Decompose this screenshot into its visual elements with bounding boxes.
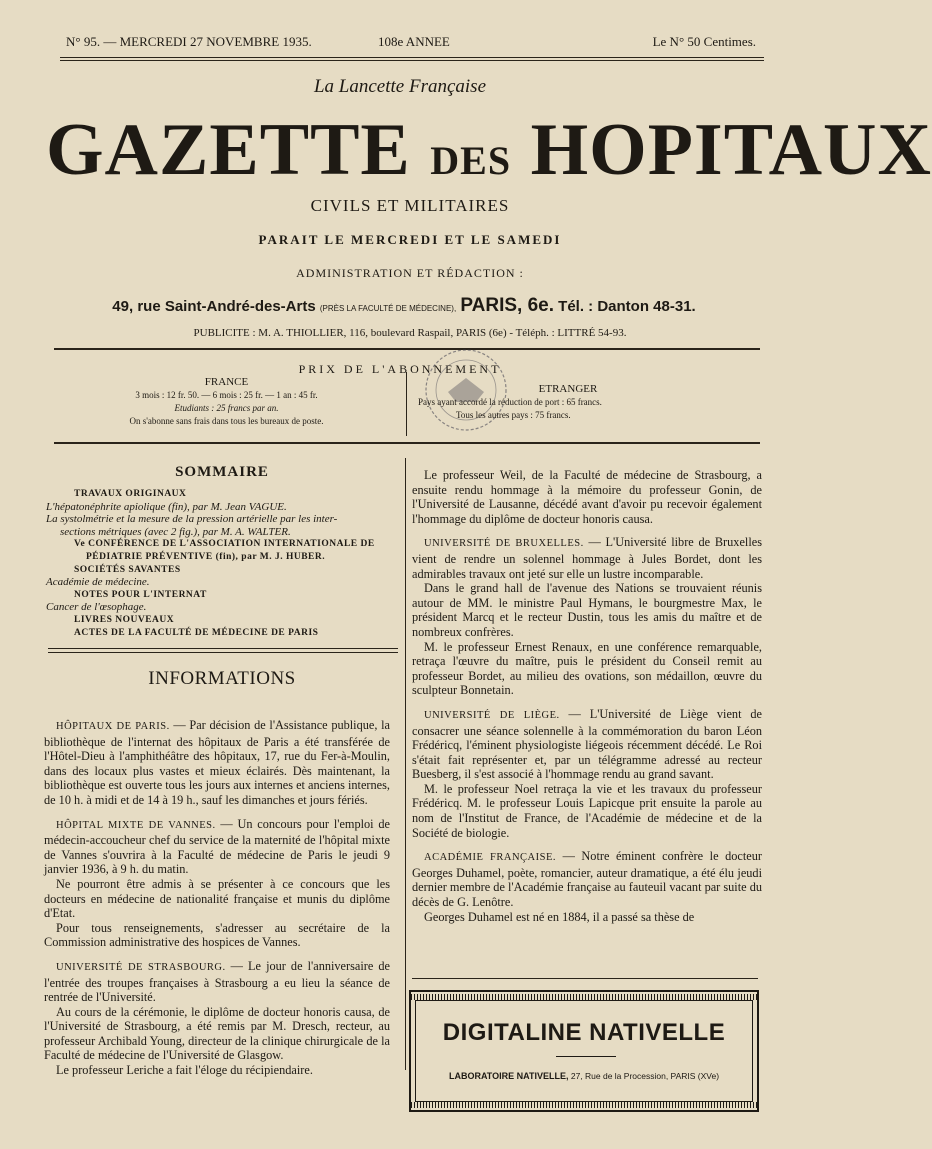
column-divider <box>405 458 406 1070</box>
paragraph <box>412 849 762 909</box>
sommaire-item: ACTES DE LA FACULTÉ DE MÉDECINE DE PARIS <box>74 627 319 638</box>
subscription-foreign <box>418 383 758 422</box>
foreign-rates-other: Tous les autres pays : 75 francs. <box>456 410 571 420</box>
advert-laboratory <box>416 1071 752 1081</box>
france-heading: FRANCE <box>204 376 249 388</box>
paragraph-text: — Un concours pour l'emploi de médecin-accoucheur chef du service de la maternité de l'hôpital mixte de Vannes s'ouvrira à la Faculté de médecine de Paris le jeudi 9 janvier 1936, à 9 h. du matin. <box>44 816 390 877</box>
paragraph-text: — Le jour de l'anniversaire de l'entrée des troupes françaises à Strasbourg a eu lieu la séance de rentrée de l'Université. <box>44 958 390 1005</box>
section-head: UNIVERSITÉ DE LIÈGE. <box>424 709 560 721</box>
subscription-france <box>54 376 399 428</box>
advert-divider <box>556 1056 616 1057</box>
address-phone: Tél. : Danton 48-31. <box>558 298 696 315</box>
sommaire-item: PÉDIATRIE PRÉVENTIVE (fin), par M. J. HUBER. <box>86 551 326 562</box>
section-head: UNIVERSITÉ DE STRASBOURG. <box>56 961 226 973</box>
paragraph <box>44 718 390 808</box>
france-note: On s'abonne sans frais dans tous les bureaux de poste. <box>129 416 324 426</box>
paragraph-text: — L'Université de Liège vient de consacrer une séance solennelle à la commémoration du baron Léon Frédéricq, l'éminent physiologiste liégeois récemment décédé. Le Roi s'était fait représenter et, par un télégramme adressé au recteur Buesberg, il s'est associé à l'hommage rendu au grand savant. <box>412 706 762 782</box>
informations-left-column <box>44 718 390 1078</box>
paragraph <box>412 535 762 581</box>
subscription-top-rule <box>54 348 760 350</box>
paragraph: M. le professeur Ernest Renaux, en une conférence remarquable, retraça l'œuvre du maître, puis le président du Conseil remit au professeur Bordet, au milieu des ovations, son médaillon, œuvre du sculpteur Bonnetain. <box>412 639 762 698</box>
subscription-bottom-rule <box>54 442 760 444</box>
issue-price: Le N° 50 Centimes. <box>652 34 756 49</box>
paragraph: Georges Duhamel est né en 1884, il a passé sa thèse de <box>424 909 695 924</box>
advertisement-box <box>409 990 759 1112</box>
paragraph-text: — Par décision de l'Assistance publique, la bibliothèque de l'internat des hôpitaux de Paris a été transférée de l'Hôtel-Dieu à l'amphithéâtre des hôpitaux, 17, rue du Fer-à-Moulin, dans des locaux plus vastes et mieux éclairés. Dès maintenant, la bibliothèque est ouverte tous les jours aux internes et anciens internes, de 10 h. à midi et de 14 à 19 h., sauf les dimanches et jours fériés. <box>44 718 390 807</box>
foreign-heading: ETRANGER <box>538 383 598 395</box>
section-head: HÔPITAUX DE PARIS. <box>56 721 170 732</box>
paragraph <box>412 707 762 782</box>
address-note: (PRÈS LA FACULTÉ DE MÉDECINE), <box>319 304 457 313</box>
header-rule <box>60 57 764 58</box>
advert-border-pattern <box>411 1102 757 1108</box>
informations-right-column <box>412 468 762 924</box>
paragraph: Dans le grand hall de l'avenue des Nations se trouvaient réunis autour de MM. le ministre Paul Hymans, le bourgmestre Max, le président Marcq et le recteur Dustin, tous les amis du maître et de nombreux confrères. <box>412 581 762 639</box>
address-street: 49, rue Saint-André-des-Arts <box>112 298 316 315</box>
paragraph: Ne pourront être admis à se présenter à ce concours que les docteurs en médecine de nationalité française et munis du diplôme d'Etat. <box>44 876 390 921</box>
sommaire-item: Ve CONFÉRENCE DE L'ASSOCIATION INTERNATIONALE DE <box>74 539 375 550</box>
paragraph <box>44 817 390 877</box>
advert-product-name: DIGITALINE NATIVELLE <box>442 1019 726 1046</box>
sommaire-item: NOTES POUR L'INTERNAT <box>74 589 207 600</box>
sommaire-item: SOCIÉTÉS SAVANTES <box>74 564 181 575</box>
paragraph <box>44 959 390 1005</box>
issue-number-date: N° 95. — MERCREDI 27 NOVEMBRE 1935. <box>66 34 312 49</box>
masthead-schedule: PARAIT LE MERCREDI ET LE SAMEDI <box>258 232 562 247</box>
sommaire-item: TRAVAUX ORIGINAUX <box>74 489 187 499</box>
paragraph: Le professeur Leriche a fait l'éloge du récipiendaire. <box>56 1063 313 1078</box>
sommaire-list <box>46 488 398 639</box>
issue-header <box>66 34 756 54</box>
foreign-rates-reduced: Pays ayant accordé la réduction de port : 65 francs. <box>418 397 602 407</box>
sommaire-item: Académie de médecine. <box>46 576 150 589</box>
masthead-administration: ADMINISTRATION ET RÉDACTION : <box>296 266 524 280</box>
address-city: PARIS, 6e. <box>460 295 554 316</box>
sommaire-item: LIVRES NOUVEAUX <box>74 614 175 625</box>
masthead-advertising: PUBLICITE : M. A. THIOLLIER, 116, boulevard Raspail, PARIS (6e) - Téléph. : LITTRÉ 54-93. <box>193 327 627 339</box>
sommaire-heading: SOMMAIRE <box>175 464 269 480</box>
sommaire-rule <box>48 648 398 649</box>
france-students: Etudiants : 25 francs par an. <box>174 403 279 413</box>
advert-lab-address: 27, Rue de la Procession, PARIS (XVe) <box>570 1071 720 1081</box>
subscription-heading: PRIX DE L'ABONNEMENT <box>298 362 502 376</box>
advert-inner-frame <box>415 1000 753 1102</box>
paragraph: Au cours de la cérémonie, le diplôme de docteur honoris causa, de l'Université de Strasbourg, a été remis par M. Dresch, recteur, au professeur Archibald Young, directeur de la clinique chirurgicale de la Faculté de médecine de l'Université de Glasgow. <box>44 1004 390 1063</box>
advert-top-rule <box>412 978 758 979</box>
title-word-gazette: GAZETTE <box>46 109 411 191</box>
paragraph: Pour tous renseignements, s'adresser au secrétaire de la Commission administrative des hospices de Vannes. <box>44 920 390 950</box>
header-rule-2 <box>60 60 764 61</box>
title-word-hopitaux: HOPITAUX <box>530 109 932 191</box>
subscription-divider <box>406 372 407 436</box>
masthead-subtitle: La Lancette Française <box>313 76 487 97</box>
sommaire-rule-2 <box>48 652 398 653</box>
year-of-publication: 108e ANNEE <box>378 34 450 49</box>
paragraph: Le professeur Weil, de la Faculté de médecine de Strasbourg, a ensuite rendu hommage à la mémoire du professeur Gonin, de l'Université de Lausanne, décédé avant d'avoir pu recevoir également l'hommage du diplôme de docteur honoris causa. <box>412 468 762 526</box>
masthead-civils: CIVILS ET MILITAIRES <box>310 196 510 215</box>
sommaire-item: Cancer de l'œsophage. <box>46 601 147 614</box>
informations-heading: INFORMATIONS <box>148 668 296 689</box>
section-head: HÔPITAL MIXTE DE VANNES. <box>56 819 216 831</box>
section-head: ACADÉMIE FRANÇAISE. <box>424 852 556 864</box>
sommaire-item: sections métriques (avec 2 fig.), par M. A. WALTER. <box>60 525 291 538</box>
title-word-des: DES <box>430 138 512 183</box>
advert-lab-name: LABORATOIRE NATIVELLE, <box>448 1071 569 1081</box>
masthead-title <box>46 109 932 201</box>
france-rates: 3 mois : 12 fr. 50. — 6 mois : 25 fr. — 1 an : 45 fr. <box>135 390 318 400</box>
sommaire-item: La systolmétrie et la mesure de la pression artérielle par les inter- <box>46 513 338 526</box>
paragraph: M. le professeur Noel retraça la vie et les travaux du professeur Frédéricq. M. le professeur Louis Lapicque prit ensuite la parole au nom de l'Institut de France, de l'Académie de médecine et de la Société de biologie. <box>412 781 762 840</box>
paragraph-text: — L'Université libre de Bruxelles vient de rendre un solennel hommage à Jules Bordet, dont les admirables travaux ont jeté sur elle un lustre incomparable. <box>412 535 762 581</box>
paragraph-text: — Notre éminent confrère le docteur Georges Duhamel, poète, romancier, auteur dramatique, a été élu jeudi dernier membre de l'Académie française au fauteuil vacant par suite du décès de G. Lenôtre. <box>412 849 762 910</box>
masthead-address <box>0 295 808 317</box>
sommaire-item: L'hépatonéphrite apiolique (fin), par M. Jean VAGUE. <box>46 500 287 513</box>
section-head: UNIVERSITÉ DE BRUXELLES. <box>424 538 584 550</box>
